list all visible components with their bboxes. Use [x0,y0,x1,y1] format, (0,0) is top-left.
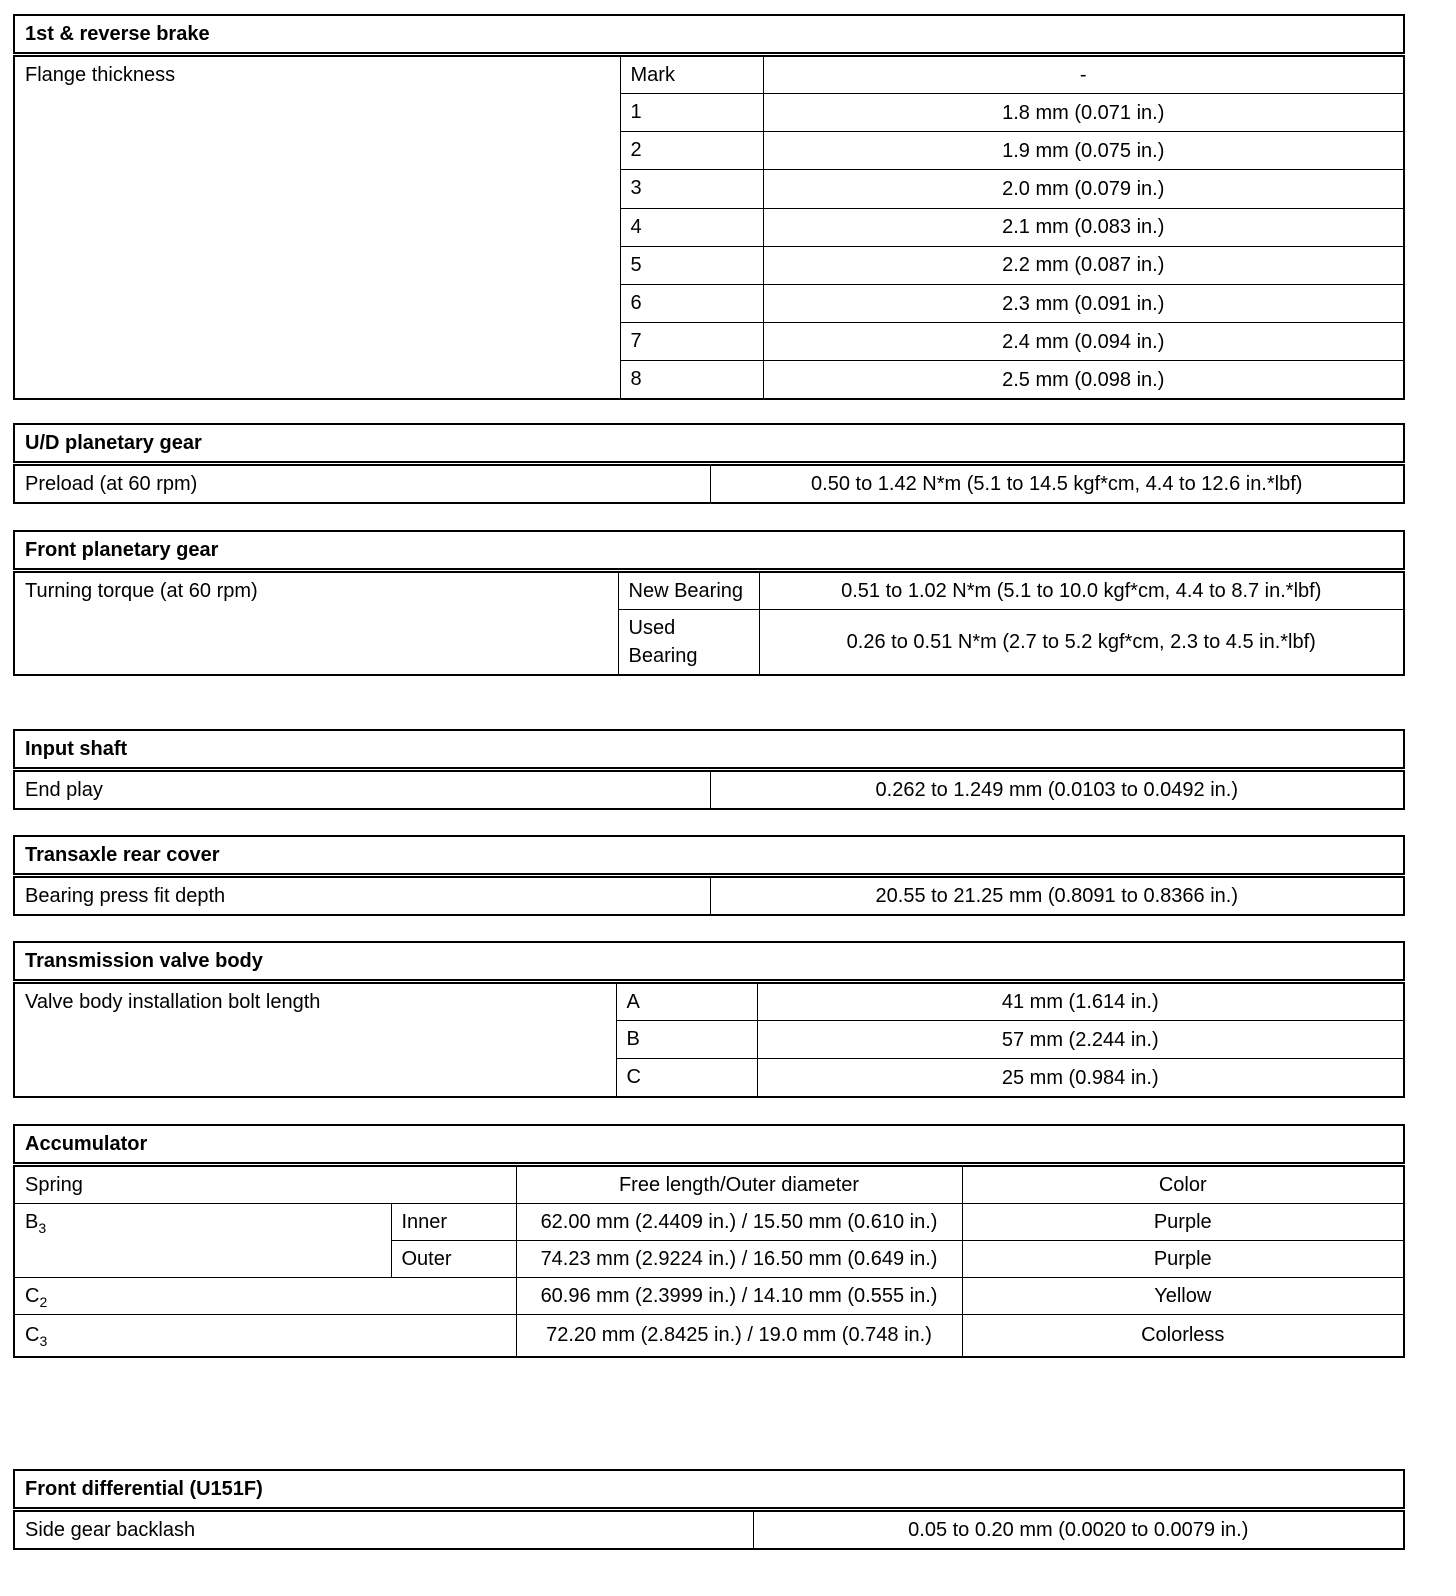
color-header: Color [962,1165,1404,1204]
valve-body-spec-table [13,941,1405,1098]
spring-base: C [25,1285,40,1307]
dims-cell: 62.00 mm (2.4409 in.) / 15.50 mm (0.610 in.) [516,1204,962,1241]
section-title: Transaxle rear cover [14,836,1404,876]
value-cell: 0.05 to 0.20 mm (0.0020 to 0.0079 in.) [753,1510,1404,1550]
mark-cell: 6 [620,284,763,322]
spring-label-b3 [14,1204,391,1278]
param-label: Preload (at 60 rpm) [14,464,710,504]
table-row [14,1315,1404,1357]
spring-base: B [25,1211,39,1233]
value-cell: 2.4 mm (0.094 in.) [763,323,1404,361]
section-title: Transmission valve body [14,942,1404,982]
mark-cell: 4 [620,208,763,246]
table-row [14,1278,1404,1315]
value-cell: 25 mm (0.984 in.) [757,1059,1404,1097]
spring-header: Spring [14,1165,516,1204]
mark-header: Mark [620,55,763,94]
spring-subscript: 2 [39,1294,48,1310]
mark-cell: 7 [620,323,763,361]
bolt-cell: B [616,1021,757,1059]
color-cell: Purple [962,1241,1404,1278]
color-cell: Colorless [962,1315,1404,1357]
param-label: Valve body installation bolt length [14,982,616,1097]
spring-label-c3 [14,1315,516,1357]
value-cell: 2.5 mm (0.098 in.) [763,361,1404,399]
section-title: Input shaft [14,730,1404,770]
section-title: Front differential (U151F) [14,1470,1404,1510]
spring-subscript: 3 [38,1220,47,1236]
table-row [14,464,1404,504]
value-cell: 2.1 mm (0.083 in.) [763,208,1404,246]
mark-cell: 8 [620,361,763,399]
spring-subscript: 3 [39,1333,48,1350]
param-label: Bearing press fit depth [14,876,710,916]
bolt-cell: A [616,982,757,1021]
param-label: Flange thickness [14,55,620,400]
section-title: U/D planetary gear [14,424,1404,464]
condition-cell: Used Bearing [618,610,759,676]
value-cell: 57 mm (2.244 in.) [757,1021,1404,1059]
value-cell: 20.55 to 21.25 mm (0.8091 to 0.8366 in.) [710,876,1404,916]
dims-header: Free length/Outer diameter [516,1165,962,1204]
position-cell: Outer [391,1241,516,1278]
param-label: Side gear backlash [14,1510,753,1550]
mark-cell: 5 [620,246,763,284]
rear-cover-spec-table [13,835,1405,916]
value-cell: 2.2 mm (0.087 in.) [763,246,1404,284]
condition-cell: New Bearing [618,571,759,610]
header-row [14,1165,1404,1204]
table-row [14,571,1404,610]
table-row [14,1204,1404,1241]
param-label: Turning torque (at 60 rpm) [14,571,618,676]
mark-cell: 3 [620,170,763,208]
front-diff-spec-table [13,1469,1405,1550]
brake-spec-table [13,14,1405,400]
value-cell: 2.0 mm (0.079 in.) [763,170,1404,208]
position-cell: Inner [391,1204,516,1241]
front-planetary-spec-table [13,530,1405,676]
table-row [14,876,1404,916]
mark-cell: 2 [620,132,763,170]
value-header: - [763,55,1404,94]
table-row [14,1510,1404,1550]
mark-cell: 1 [620,94,763,132]
value-cell: 0.51 to 1.02 N*m (5.1 to 10.0 kgf*cm, 4.4 to 8.7 in.*lbf) [759,571,1404,610]
value-cell: 1.9 mm (0.075 in.) [763,132,1404,170]
section-title: Accumulator [14,1125,1404,1165]
spring-base: C [25,1324,40,1347]
ud-planetary-spec-table [13,423,1405,504]
value-cell: 0.26 to 0.51 N*m (2.7 to 5.2 kgf*cm, 2.3 to 4.5 in.*lbf) [759,610,1404,676]
value-cell: 41 mm (1.614 in.) [757,982,1404,1021]
color-cell: Purple [962,1204,1404,1241]
section-title: 1st & reverse brake [14,15,1404,55]
dims-cell: 72.20 mm (2.8425 in.) / 19.0 mm (0.748 in.) [516,1315,962,1357]
dims-cell: 74.23 mm (2.9224 in.) / 16.50 mm (0.649 in.) [516,1241,962,1278]
input-shaft-spec-table [13,729,1405,810]
table-row [14,982,1404,1021]
value-cell: 2.3 mm (0.091 in.) [763,284,1404,322]
param-label: End play [14,770,710,810]
accumulator-spec-table [13,1124,1405,1358]
value-cell: 1.8 mm (0.071 in.) [763,94,1404,132]
spring-label-c2 [14,1278,516,1315]
color-cell: Yellow [962,1278,1404,1315]
dims-cell: 60.96 mm (2.3999 in.) / 14.10 mm (0.555 in.) [516,1278,962,1315]
value-cell: 0.262 to 1.249 mm (0.0103 to 0.0492 in.) [710,770,1404,810]
bolt-cell: C [616,1059,757,1097]
table-row [14,770,1404,810]
value-cell: 0.50 to 1.42 N*m (5.1 to 14.5 kgf*cm, 4.4 to 12.6 in.*lbf) [710,464,1404,504]
section-title: Front planetary gear [14,531,1404,571]
